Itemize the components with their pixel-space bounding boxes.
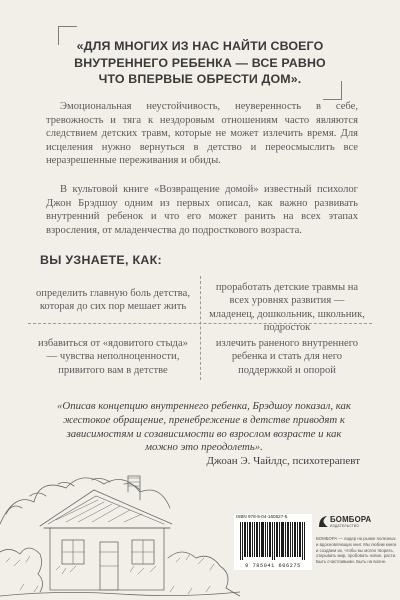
isbn-text: ISBN 978-5-04-160627-5 bbox=[236, 514, 288, 519]
bombora-wave-icon bbox=[318, 515, 329, 529]
learn-grid-divider-vertical bbox=[200, 276, 201, 380]
testimonial-attribution: Джоан Э. Чайлдс, психотерапевт bbox=[206, 455, 360, 467]
house-sketch-illustration bbox=[0, 462, 240, 600]
publisher-name: БОМБОРА bbox=[330, 515, 372, 524]
headline-quote bbox=[66, 38, 334, 88]
quote-line: ЧТО ВПЕРВЫЕ ОБРЕСТИ ДОМ». bbox=[98, 72, 302, 86]
barcode-graphic bbox=[234, 514, 312, 570]
barcode-box bbox=[234, 514, 312, 570]
learn-item: проработать детские травмы на всех уровнях развития — младенец, дошкольник, школьник, подросток bbox=[209, 282, 365, 334]
publisher-blurb: БОМБОРА — лидер на рынке полезных и вдохновляющих книг. Мы любим книги и создаем их, чтобы вы могли творить, открывать мир, пробовать новое, расти. Быть счастливыми. Быть на волне. bbox=[316, 536, 397, 565]
quote-line: «ДЛЯ МНОГИХ ИЗ НАС НАЙТИ СВОЕГО bbox=[76, 39, 324, 53]
learn-item: излечить раненого внутреннего ребенка и стать для него поддержкой и опорой bbox=[215, 338, 359, 376]
headline-quote-box bbox=[60, 28, 340, 98]
intro-paragraph: Эмоциональная неустойчивость, неуверенность в себе, тревожность и тяга к нездоровым отношениям часто являются следствием детских травм, которые не может излечить время. Для исцеления нужно вернуться в детство и переосмыслить все неразрешенные переживания и обиды. bbox=[46, 101, 358, 167]
learn-heading: ВЫ УЗНАЕТЕ, КАК: bbox=[40, 253, 162, 267]
barcode-number: 9 785041 606275 bbox=[245, 563, 301, 569]
learn-item: избавиться от «ядовитого стыда» — чувства неполноценности, привитого вам в детстве bbox=[38, 338, 188, 376]
learn-item: определить главную боль детства, которая до сих пор мешает жить bbox=[35, 288, 191, 313]
publisher-tagline: ИЗДАТЕЛЬСТВО bbox=[330, 524, 360, 528]
testimonial-quote: «Описав концепцию внутреннего ребенка, Брэдшоу показал, как жестокое обращение, пренебрежение в детстве приводят к зависимостям и созависимости во взрослом возрасте и как можно это преодолеть». bbox=[57, 400, 351, 454]
quote-line: ВНУТРЕННЕГО РЕБЕНКА — ВСЕ РАВНО bbox=[74, 55, 326, 70]
book-description-paragraph: В культовой книге «Возвращение домой» известный психолог Джон Брэдшоу одним из первых описал, как важно развивать внутренний ребенок и что его может ранить на всех этапах взросления, от младенчества до подросткового возраста. bbox=[46, 184, 358, 236]
